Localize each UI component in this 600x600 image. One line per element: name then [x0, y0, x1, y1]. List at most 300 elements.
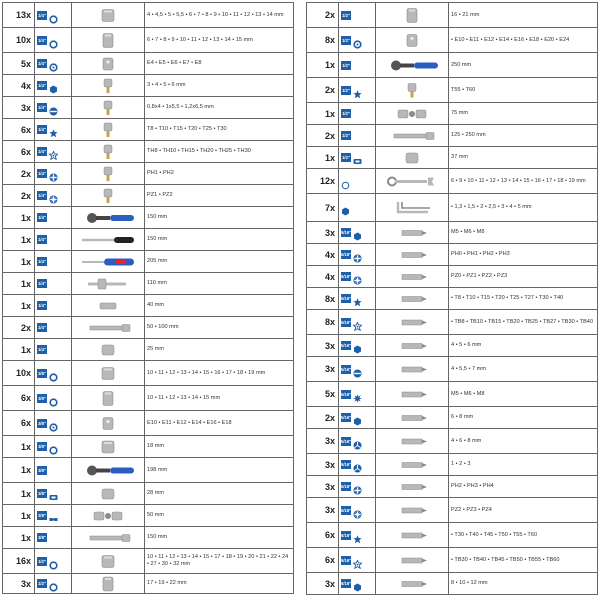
drive-type-cell	[35, 185, 72, 207]
sizes: 150 mm	[145, 207, 294, 229]
tool-image	[376, 222, 449, 244]
drive-size-badge: 5/16"	[341, 252, 352, 257]
table-row	[3, 483, 294, 505]
torx-e-icon	[49, 59, 58, 68]
drive-size-badge: 5/16"	[341, 230, 352, 235]
drive-type-cell	[339, 266, 376, 288]
tool-image	[72, 361, 145, 386]
quantity: 5x	[307, 382, 339, 407]
quantity: 1x	[307, 53, 339, 78]
tool-image	[72, 339, 145, 361]
tool-image	[72, 28, 145, 53]
drive-type-cell	[35, 527, 72, 549]
hex-socket-icon	[49, 579, 58, 588]
drive-type-cell	[339, 28, 376, 53]
drive-size-badge: 1/4"	[38, 105, 46, 110]
table-row	[3, 549, 294, 574]
quantity: 1x	[3, 483, 35, 505]
quantity: 16x	[3, 549, 35, 574]
sizes: 125 • 250 mm	[449, 125, 598, 147]
ring-icon	[341, 177, 350, 186]
table-row	[307, 454, 598, 476]
drive-size-badge: 1/4"	[38, 281, 46, 286]
drive-size-badge: 5/16"	[341, 507, 352, 513]
quantity: 2x	[307, 407, 339, 429]
tool-table-left	[2, 2, 294, 594]
drive-type-cell	[339, 476, 376, 498]
quantity: 7x	[307, 194, 339, 222]
sizes: 0,8x4 • 1x5,5 • 1,2x6,5 mm	[145, 97, 294, 119]
drive-size-badge: 5/16"	[341, 532, 352, 538]
drive-type-cell	[339, 310, 376, 335]
sizes: 25 mm	[145, 339, 294, 361]
drive-type-cell	[339, 169, 376, 194]
table-row	[3, 505, 294, 527]
drive-type-cell	[339, 78, 376, 103]
quantity: 2x	[307, 78, 339, 103]
quantity: 2x	[3, 317, 35, 339]
quantity: 1x	[3, 436, 35, 458]
slotted-icon	[353, 365, 362, 374]
drive-size-badge: 3/8"	[38, 513, 46, 518]
table-row	[307, 476, 598, 498]
table-row	[3, 251, 294, 273]
tool-image	[72, 185, 145, 207]
torx-e-icon	[49, 419, 58, 428]
tool-image	[72, 163, 145, 185]
drive-type-cell	[35, 436, 72, 458]
drive-size-badge: 3/8"	[38, 535, 46, 540]
sizes: 16 • 21 mm	[449, 3, 598, 28]
tool-image	[72, 483, 145, 505]
drive-type-cell	[339, 429, 376, 454]
quantity: 3x	[307, 454, 339, 476]
drive-type-cell	[35, 411, 72, 436]
drive-type-cell	[35, 207, 72, 229]
sizes: M5 • M6 • M8	[449, 222, 598, 244]
sizes: TH8 • TH10 • TH15 • TH20 • TH25 • TH30	[145, 141, 294, 163]
drive-size-badge: 3/8"	[38, 491, 46, 496]
tool-image	[72, 97, 145, 119]
tool-image	[376, 244, 449, 266]
sizes: 75 mm	[449, 103, 598, 125]
tool-image	[376, 310, 449, 335]
drive-size-badge: 1/4"	[38, 149, 46, 154]
table-row	[307, 78, 598, 103]
tool-image	[376, 498, 449, 523]
sizes: 4 • 5 • 6 mm	[449, 335, 598, 357]
quantity: 3x	[307, 476, 339, 498]
hex-key-icon	[341, 203, 350, 212]
table-row	[307, 288, 598, 310]
sizes: PH2 • PH3 • PH4	[449, 476, 598, 498]
drive-size-badge: 1/2"	[38, 558, 46, 564]
tool-image	[376, 573, 449, 595]
quantity: 3x	[307, 573, 339, 595]
sizes: 4 • 4,5 • 5 • 5,5 • 6 • 7 • 8 • 9 • 10 • 11 • 12 • 13 • 14 mm	[145, 3, 294, 28]
table-row	[3, 436, 294, 458]
drive-size-badge: 1/4"	[38, 259, 46, 264]
quantity: 10x	[3, 361, 35, 386]
quantity: 2x	[307, 3, 339, 28]
sizes: E4 • E5 • E6 • E7 • E8	[145, 53, 294, 75]
tool-table-right	[306, 2, 598, 595]
drive-type-cell	[35, 251, 72, 273]
adapter-icon	[49, 489, 58, 498]
drive-size-badge: 1/2"	[342, 133, 350, 138]
sizes: 150 mm	[145, 229, 294, 251]
sizes: 40 mm	[145, 295, 294, 317]
drive-type-cell	[339, 222, 376, 244]
quantity: 3x	[3, 97, 35, 119]
drive-type-cell	[339, 548, 376, 573]
drive-size-badge: 1/2"	[342, 87, 350, 93]
sizes: 50 mm	[145, 505, 294, 527]
sizes: 8 • 10 • 12 mm	[449, 573, 598, 595]
torx-tamper-icon	[353, 318, 362, 327]
tri-wing-icon	[353, 460, 362, 469]
quantity: 12x	[307, 169, 339, 194]
drive-type-cell	[35, 3, 72, 28]
drive-type-cell	[339, 382, 376, 407]
drive-size-badge: 1/4"	[38, 347, 46, 352]
table-row	[307, 244, 598, 266]
tool-image	[72, 119, 145, 141]
quantity: 1x	[3, 273, 35, 295]
drive-size-badge: 5/16"	[341, 391, 352, 397]
hex-socket-icon	[49, 11, 58, 20]
tool-image	[72, 53, 145, 75]
sizes: • TB30 • TB40 • TB45 • TB50 • TB55 • TB60	[449, 548, 598, 573]
quantity: 2x	[3, 185, 35, 207]
drive-type-cell	[35, 361, 72, 386]
quantity: 2x	[307, 125, 339, 147]
drive-size-badge: 5/16"	[341, 366, 352, 372]
phillips-icon	[49, 169, 58, 178]
pozidriv-icon	[353, 272, 362, 281]
sizes: 6 • 9 • 10 • 11 • 12 • 13 • 14 • 15 • 16 • 17 • 18 • 19 mm	[449, 169, 598, 194]
sizes: 1 • 2 • 3	[449, 454, 598, 476]
tool-image	[72, 458, 145, 483]
tool-image	[72, 411, 145, 436]
sizes: 10 • 11 • 12 • 13 • 14 • 15 • 17 • 18 • 19 • 20 • 21 • 22 • 24 • 27 • 30 • 32 mm	[145, 549, 294, 574]
sizes: • T30 • T40 • T45 • T50 • T55 • T60	[449, 523, 598, 548]
table-row	[307, 147, 598, 169]
table-row	[307, 28, 598, 53]
quantity: 6x	[3, 119, 35, 141]
sizes: E10 • E11 • E12 • E14 • E16 • E18	[145, 411, 294, 436]
sizes: 205 mm	[145, 251, 294, 273]
quantity: 1x	[3, 295, 35, 317]
hex-key-icon	[353, 228, 362, 237]
tool-image	[376, 169, 449, 194]
tool-image	[376, 357, 449, 382]
drive-type-cell	[35, 483, 72, 505]
sizes: 4 • 5,5 • 7 mm	[449, 357, 598, 382]
hex-socket-icon	[49, 369, 58, 378]
sizes: PZ0 • PZ1 • PZ2 • PZ3	[449, 266, 598, 288]
table-row	[307, 194, 598, 222]
table-row	[3, 339, 294, 361]
tool-image	[72, 3, 145, 28]
drive-type-cell	[339, 53, 376, 78]
hex-key-icon	[353, 341, 362, 350]
table-row	[3, 574, 294, 594]
drive-size-badge: 1/4"	[38, 12, 46, 18]
tool-image	[72, 527, 145, 549]
drive-size-badge: 5/16"	[341, 557, 352, 563]
table-row	[307, 429, 598, 454]
drive-type-cell	[35, 505, 72, 527]
drive-size-badge: 1/2"	[342, 62, 350, 68]
drive-size-badge: 5/16"	[341, 484, 352, 489]
drive-type-cell	[35, 549, 72, 574]
quantity: 8x	[307, 310, 339, 335]
tool-image	[376, 147, 449, 169]
torx-e-icon	[353, 36, 362, 45]
drive-size-badge: 1/4"	[38, 61, 46, 66]
quantity: 6x	[307, 523, 339, 548]
tool-image	[376, 53, 449, 78]
quantity: 1x	[3, 339, 35, 361]
quantity: 4x	[307, 244, 339, 266]
quantity: 1x	[3, 505, 35, 527]
quantity: 8x	[307, 28, 339, 53]
torx-icon	[353, 531, 362, 540]
drive-size-badge: 1/2"	[342, 111, 350, 116]
drive-size-badge: 5/16"	[341, 581, 352, 586]
table-row	[307, 103, 598, 125]
table-row	[3, 295, 294, 317]
table-row	[3, 3, 294, 28]
torx-icon	[353, 86, 362, 95]
sizes: 110 mm	[145, 273, 294, 295]
sizes: 10 • 11 • 12 • 13 • 14 • 15 • 16 • 17 • 18 • 19 mm	[145, 361, 294, 386]
sizes: 18 mm	[145, 436, 294, 458]
drive-size-badge: 5/16"	[341, 296, 352, 301]
tool-image	[376, 125, 449, 147]
sizes: PH0 • PH1 • PH2 • PH3	[449, 244, 598, 266]
table-row	[307, 498, 598, 523]
drive-size-badge: 5/16"	[341, 319, 352, 325]
sizes: • T8 • T10 • T15 • T20 • T25 • T27 • T30 • T40	[449, 288, 598, 310]
table-row	[307, 523, 598, 548]
sizes: PZ1 • PZ2	[145, 185, 294, 207]
quantity: 6x	[3, 386, 35, 411]
sizes: 150 mm	[145, 527, 294, 549]
drive-size-badge: 5/16"	[341, 462, 352, 467]
drive-type-cell	[339, 454, 376, 476]
table-row	[307, 3, 598, 28]
quantity: 3x	[307, 357, 339, 382]
tool-image	[376, 266, 449, 288]
tool-image	[376, 476, 449, 498]
drive-type-cell	[339, 357, 376, 382]
drive-type-cell	[339, 498, 376, 523]
drive-type-cell	[339, 147, 376, 169]
hex-key-icon	[353, 579, 362, 588]
drive-size-badge: 1/4"	[38, 193, 46, 198]
tool-image	[72, 229, 145, 251]
quantity: 3x	[307, 222, 339, 244]
drive-type-cell	[35, 141, 72, 163]
tool-image	[376, 3, 449, 28]
table-row	[3, 317, 294, 339]
table-row	[307, 266, 598, 288]
sizes: • 1,3 • 1,5 • 2 • 2,5 • 3 • 4 • 5 mm	[449, 194, 598, 222]
drive-type-cell	[35, 75, 72, 97]
drive-type-cell	[35, 119, 72, 141]
table-row	[307, 335, 598, 357]
quantity: 10x	[3, 28, 35, 53]
table-row	[3, 97, 294, 119]
table-row	[3, 207, 294, 229]
tool-image	[72, 141, 145, 163]
sizes: T55 • T60	[449, 78, 598, 103]
hex-socket-icon	[49, 394, 58, 403]
tool-image	[376, 288, 449, 310]
tool-image	[376, 28, 449, 53]
tool-image	[72, 273, 145, 295]
drive-type-cell	[339, 194, 376, 222]
drive-type-cell	[35, 163, 72, 185]
drive-size-badge: 5/16"	[341, 343, 352, 348]
sizes: 6 • 7 • 8 • 9 • 10 • 11 • 12 • 13 • 14 • 15 mm	[145, 28, 294, 53]
drive-size-badge: 1/2"	[342, 37, 350, 43]
table-row	[3, 361, 294, 386]
drive-type-cell	[339, 407, 376, 429]
tool-image	[376, 523, 449, 548]
sizes: PZ2 • PZ3 • PZ4	[449, 498, 598, 523]
drive-type-cell	[35, 53, 72, 75]
hex-socket-icon	[49, 36, 58, 45]
tool-image	[72, 436, 145, 458]
drive-size-badge: 1/4"	[38, 215, 46, 220]
sizes: 6 • 8 mm	[449, 407, 598, 429]
drive-size-badge: 5/16"	[341, 415, 352, 420]
drive-size-badge: 3/8"	[38, 370, 46, 376]
torx-icon	[49, 125, 58, 134]
adapter-icon	[353, 153, 362, 162]
sizes: • TB8 • TB10 • TB15 • TB20 • TB25 • TB27 • TB30 • TB40	[449, 310, 598, 335]
drive-type-cell	[35, 339, 72, 361]
torx-icon	[353, 294, 362, 303]
hex-key-icon	[353, 413, 362, 422]
sizes: 10 • 11 • 12 • 13 • 14 • 15 mm	[145, 386, 294, 411]
hex-socket-icon	[49, 557, 58, 566]
table-row	[307, 222, 598, 244]
drive-type-cell	[339, 244, 376, 266]
drive-type-cell	[35, 97, 72, 119]
sizes: 198 mm	[145, 458, 294, 483]
sizes: 3 • 4 • 5 • 6 mm	[145, 75, 294, 97]
sizes: M5 • M6 • M8	[449, 382, 598, 407]
table-row	[3, 458, 294, 483]
pozidriv-icon	[353, 506, 362, 515]
drive-type-cell	[339, 288, 376, 310]
sizes: 37 mm	[449, 147, 598, 169]
quantity: 8x	[307, 288, 339, 310]
quantity: 6x	[3, 141, 35, 163]
quantity: 5x	[3, 53, 35, 75]
quantity: 3x	[307, 335, 339, 357]
drive-type-cell	[339, 573, 376, 595]
quantity: 6x	[3, 411, 35, 436]
tool-image	[72, 549, 145, 574]
ujoint-icon	[49, 511, 58, 520]
drive-size-badge: 1/4"	[38, 83, 46, 88]
tool-image	[376, 78, 449, 103]
quantity: 1x	[3, 527, 35, 549]
table-row	[307, 382, 598, 407]
drive-type-cell	[35, 386, 72, 411]
drive-size-badge: 3/8"	[38, 444, 46, 449]
quantity: 2x	[3, 163, 35, 185]
sizes: 28 mm	[145, 483, 294, 505]
drive-type-cell	[339, 523, 376, 548]
table-row	[307, 310, 598, 335]
tool-image	[72, 75, 145, 97]
drive-type-cell	[35, 574, 72, 594]
quantity: 4x	[3, 75, 35, 97]
tool-image	[72, 574, 145, 594]
tool-image	[376, 454, 449, 476]
drive-size-badge: 1/4"	[38, 171, 46, 176]
table-row	[3, 411, 294, 436]
tool-image	[72, 505, 145, 527]
drive-type-cell	[35, 458, 72, 483]
drive-type-cell	[35, 295, 72, 317]
tool-image	[376, 548, 449, 573]
torx-tamper-icon	[49, 147, 58, 156]
drive-size-badge: 5/16"	[341, 274, 352, 279]
drive-size-badge: 3/8"	[38, 395, 46, 401]
sizes: PH1 • PH2	[145, 163, 294, 185]
table-row	[3, 141, 294, 163]
drive-size-badge: 3/8"	[38, 420, 46, 426]
tri-wing-icon	[353, 437, 362, 446]
phillips-icon	[353, 250, 362, 259]
quantity: 4x	[307, 266, 339, 288]
table-row	[307, 53, 598, 78]
table-row	[307, 548, 598, 573]
tool-image	[72, 317, 145, 339]
table-row	[3, 163, 294, 185]
table-row	[307, 169, 598, 194]
table-row	[3, 185, 294, 207]
tool-image	[72, 295, 145, 317]
drive-type-cell	[35, 28, 72, 53]
drive-size-badge: 1/4"	[38, 237, 46, 242]
drive-type-cell	[35, 229, 72, 251]
tool-image	[72, 386, 145, 411]
table-row	[307, 125, 598, 147]
tool-image	[376, 335, 449, 357]
table-row	[3, 28, 294, 53]
drive-type-cell	[339, 103, 376, 125]
table-row	[3, 229, 294, 251]
torx-tamper-icon	[353, 556, 362, 565]
table-row	[3, 386, 294, 411]
tool-image	[72, 251, 145, 273]
table-row	[307, 573, 598, 595]
drive-size-badge: 1/4"	[38, 37, 46, 43]
table-row	[3, 53, 294, 75]
quantity: 6x	[307, 548, 339, 573]
drive-size-badge: 1/2"	[342, 155, 350, 160]
quantity: 1x	[307, 103, 339, 125]
quantity: 3x	[307, 429, 339, 454]
